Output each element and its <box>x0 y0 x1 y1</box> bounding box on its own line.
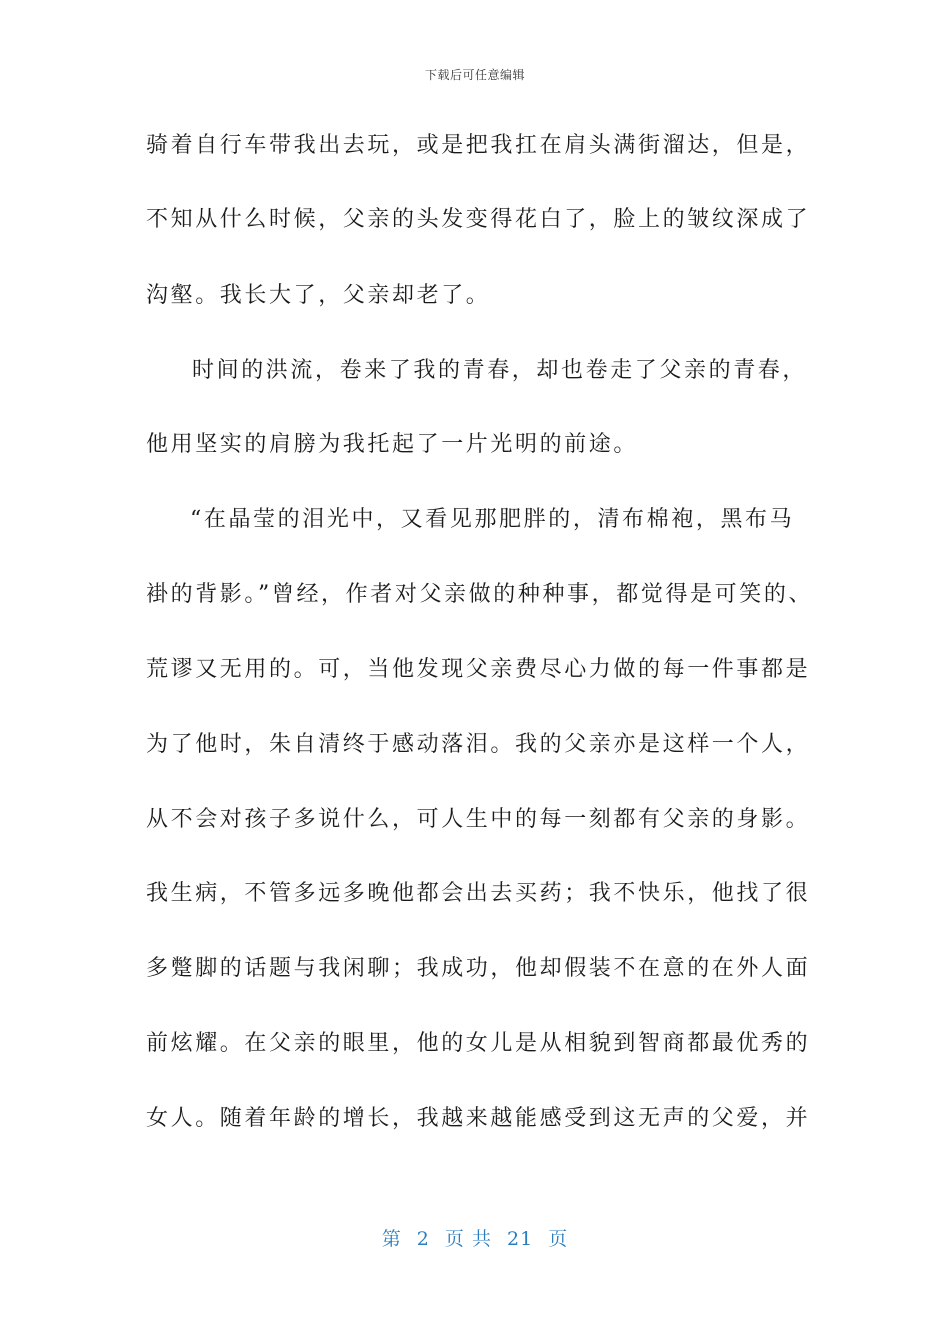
paragraph-start-line: “在晶莹的泪光中，又看见那肥胖的，清布棉袍，黑布马 <box>190 507 795 532</box>
text-line: 荒谬又无用的。可，当他发现父亲费尽心力做的每一件事都是 <box>146 657 811 682</box>
page-footer <box>0 1224 950 1251</box>
page-header: 下载后可任意编辑 <box>424 68 525 82</box>
footer-prefix: 第 <box>381 1228 402 1250</box>
footer-middle: 页 共 <box>444 1228 492 1250</box>
text-line: 不知从什么时候，父亲的头发变得花白了，脸上的皱纹深成了 <box>146 207 811 232</box>
footer-suffix: 页 <box>548 1228 569 1250</box>
text-line: 多蹩脚的话题与我闲聊；我成功，他却假装不在意的在外人面 <box>146 956 811 981</box>
text-line: 从不会对孩子多说什么，可人生中的每一刻都有父亲的身影。 <box>146 807 811 832</box>
text-line: 女人。随着年龄的增长，我越来越能感受到这无声的父爱，并 <box>146 1106 811 1131</box>
text-line: 为了他时，朱自清终于感动落泪。我的父亲亦是这样一个人， <box>146 732 811 757</box>
text-line: 他用坚实的肩膀为我托起了一片光明的前途。 <box>146 432 639 457</box>
footer-total-pages: 21 <box>507 1228 534 1250</box>
text-line: 褂的背影。”曾经，作者对父亲做的种种事，都觉得是可笑的、 <box>146 582 814 607</box>
text-line: 我生病，不管多远多晚他都会出去买药；我不快乐，他找了很 <box>146 881 811 906</box>
text-line: 前炫耀。在父亲的眼里，他的女儿是从相貌到智商都最优秀的 <box>146 1031 811 1056</box>
footer-page-number: 2 <box>416 1228 430 1250</box>
paragraph-start-line: 时间的洪流，卷来了我的青春，却也卷走了父亲的青春， <box>192 358 808 383</box>
text-line: 沟壑。我长大了，父亲却老了。 <box>146 283 491 308</box>
text-line: 骑着自行车带我出去玩，或是把我扛在肩头满街溜达，但是， <box>146 133 811 158</box>
